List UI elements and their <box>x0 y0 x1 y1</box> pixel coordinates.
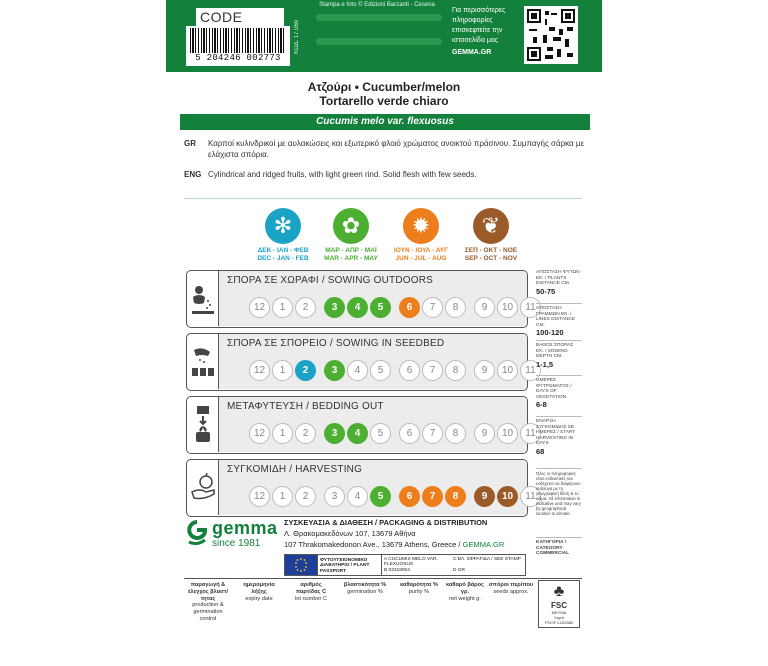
month-bubble: 9 <box>474 360 495 381</box>
side-divider <box>536 468 582 469</box>
month-bubble: 10 <box>497 423 518 444</box>
seedbed-icon <box>187 334 219 389</box>
row-harvesting <box>186 459 536 517</box>
title-line-2: Tortarello verde chiaro <box>319 94 449 108</box>
season-winter: ✻ ΔΕΚ - ΙΑΝ - ΦΕΒ DEC - JAN - FEB <box>248 208 318 263</box>
month-bubble: 4 <box>347 486 368 507</box>
month-bubbles <box>249 486 541 507</box>
month-bubble: 5 <box>370 486 391 507</box>
plant-distance-info: ΑΠΟΣΤΑΣΗ ΦΥΤΩΝ ΕΚ. / PLANTS DISTANCE CM. 50-75 <box>536 270 580 296</box>
packaging-title: ΣΥΣΚΕΥΑΣΙΑ & ΔΙΑΘΕΣΗ / PACKAGING & DISTRIBUTION <box>284 518 488 527</box>
net-weight: καθαρό βάρος γρ. net weight g. <box>446 582 484 602</box>
month-bubble: 9 <box>474 297 495 318</box>
month-group-gap <box>393 423 397 444</box>
row-bedding-out <box>186 396 536 454</box>
fsc-badge: ♣ FSC MEYMA Χαρτί FSC® C103382 <box>538 580 580 628</box>
harvest-start-info: ΕΝΑΡΞΗ ΣΥΓΚΟΜΙΔΗΣ ΣΕ ΗΜΕΡΕΣ / START HARVESTING IN DAYS 68 <box>536 419 576 456</box>
month-bubble: 8 <box>445 360 466 381</box>
row-label: ΣΠΟΡΑ ΣΕ ΧΩΡΑΦΙ / SOWING OUTDOORS <box>227 275 434 286</box>
bottom-divider <box>184 578 582 579</box>
season-spring: ✿ ΜΑΡ - ΑΠΡ - ΜΑΪ MAR - APR - MAY <box>316 208 386 263</box>
purity: καθαρότητα % purity % <box>400 582 438 595</box>
row-sowing-seedbed <box>186 333 536 391</box>
plant-passport: ΦΥΤΟΥΓΕΙΟΝΟΜΙΚΟ ΔΙΑΒΑΤΗΡΙΟ / PLANT PASSPORT A CUCUMIS MELO VAR. FLEXUOSUS B 02318004 C ΒΛ. ΣΦΡΑΓΙΔΑ / SEE STAMP D GR <box>284 554 526 576</box>
germination: βλαστικότητα % germination % <box>343 582 387 595</box>
month-bubble: 2 <box>295 360 316 381</box>
month-bubble: 10 <box>497 486 518 507</box>
month-group-gap <box>393 486 397 507</box>
month-bubble: 6 <box>399 486 420 507</box>
qr-caption: Για περισσότερες πληροφορίες επισκεφτείτε την ιστοσελίδα μας GEMMA.GR <box>452 6 516 58</box>
month-bubble: 12 <box>249 297 270 318</box>
row-body <box>219 271 536 326</box>
company-site: GEMMA.GR <box>462 540 505 549</box>
barcode-digits: 5 204246 002773 <box>195 53 281 63</box>
since-text: since 1981 <box>212 538 261 549</box>
month-bubble: 7 <box>422 423 443 444</box>
eu-flag-icon <box>285 555 317 575</box>
month-group-gap <box>393 360 397 381</box>
expiry-date: ημερομηνία λήξης expiry date <box>243 582 275 602</box>
side-divider <box>536 416 582 417</box>
side-divider <box>536 303 582 304</box>
header-pill-bottom <box>316 38 442 45</box>
month-bubble: 3 <box>324 423 345 444</box>
lot-number: αριθμός παρτίδας C lot number C <box>294 582 328 602</box>
sowing-outdoors-icon <box>187 271 219 326</box>
season-autumn: ❦ ΣΕΠ - ΟΚΤ - ΝΟΕ SEP - OCT - NOV <box>456 208 526 263</box>
month-bubble: 11 <box>520 486 541 507</box>
month-bubble: 2 <box>295 423 316 444</box>
month-bubble: 6 <box>399 423 420 444</box>
brand-name: gemma <box>212 518 278 538</box>
month-bubble: 5 <box>370 423 391 444</box>
description-en: ENG Cylindrical and ridged fruits, with light green rind. Solid flesh with few seeds. <box>184 170 477 179</box>
month-bubble: 10 <box>497 360 518 381</box>
barcode-bars <box>190 28 286 53</box>
month-group-gap <box>318 297 322 318</box>
month-bubble: 11 <box>520 423 541 444</box>
month-bubbles <box>249 360 541 381</box>
month-group-gap <box>318 360 322 381</box>
month-group-gap <box>318 423 322 444</box>
month-bubble: 2 <box>295 297 316 318</box>
category-info: ΚΑΤΗΓΟΡΙΑ / CATEGORY COMMERCIAL <box>536 540 570 557</box>
month-bubbles <box>249 297 541 318</box>
month-bubble: 6 <box>399 360 420 381</box>
vegetation-info: ΗΜΕΡΕΣ ΦΥΤΡΩΜΑΤΟΣ / DAYS OF VEGETATION 6-8 <box>536 378 572 410</box>
header-pill-top <box>316 14 442 21</box>
month-group-gap <box>468 423 472 444</box>
address-gr: Λ. Θρακομακεδόνων 107, 13679 Αθήνα <box>284 529 416 538</box>
month-bubble: 5 <box>370 297 391 318</box>
month-bubble: 8 <box>445 423 466 444</box>
month-bubble: 8 <box>445 486 466 507</box>
month-group-gap <box>468 486 472 507</box>
latin-name-banner: Cucumis melo var. flexuosus <box>180 114 590 130</box>
disclaimer: Όλες οι πληροφορίες είναι ενδεικτικές και ενδέχεται να διαφέρουν ανάλογα με τη γεωγραφική θέση & το κλίμα. All information is indicative and may vary by geographical location & climate. <box>536 471 581 516</box>
qr-site: GEMMA.GR <box>452 49 492 56</box>
row-sowing-outdoors <box>186 270 536 328</box>
month-bubble: 4 <box>347 297 368 318</box>
seeds-approx: σπόροι περίπου seeds approx. <box>488 582 534 595</box>
title-line-1: Ατζούρι • Cucumber/melon <box>307 80 461 94</box>
address-en: 107 Thrakomakedonon Ave., 13679 Athens, Greece / GEMMA.GR <box>284 540 505 549</box>
gemma-logo-icon <box>186 520 208 546</box>
month-bubble: 6 <box>399 297 420 318</box>
product-title <box>166 80 602 108</box>
snowflake-icon: ✻ <box>265 208 301 244</box>
month-bubble: 3 <box>324 297 345 318</box>
koa-code: ΚΩΔ. 17.069 <box>294 19 300 55</box>
side-divider <box>536 537 582 538</box>
harvesting-icon <box>187 460 219 515</box>
barcode <box>186 26 290 66</box>
row-body <box>219 460 536 515</box>
month-group-gap <box>318 486 322 507</box>
month-bubble: 1 <box>272 297 293 318</box>
month-bubble: 12 <box>249 486 270 507</box>
fsc-tree-icon: ♣ <box>553 583 565 600</box>
month-bubble: 3 <box>324 486 345 507</box>
month-bubble: 7 <box>422 360 443 381</box>
lines-distance-info: ΑΠΟΣΤΑΣΗ ΓΡΑΜΜΩΝ ΕΚ. / LINES DISTANCE CM. 100-120 <box>536 306 576 338</box>
month-bubble: 9 <box>474 486 495 507</box>
description-gr: GR Καρποί κυλινδρικοί με αυλακώσεις και εξωτερικό φλοιό χρώματος ανοικτού πράσινου. Συμπαγής σάρκα με ελάχιστα σπόρια. <box>184 139 585 159</box>
month-bubble: 1 <box>272 360 293 381</box>
month-bubble: 1 <box>272 423 293 444</box>
month-bubble: 7 <box>422 486 443 507</box>
month-bubble: 7 <box>422 297 443 318</box>
qr-code-icon <box>527 9 575 61</box>
month-bubble: 9 <box>474 423 495 444</box>
month-group-gap <box>468 297 472 318</box>
bedding-out-icon <box>187 397 219 452</box>
season-summer: ✹ ΙΟΥΝ - ΙΟΥΛ - ΑΥΓ JUN - JUL - AUG <box>386 208 456 263</box>
leaf-icon: ❦ <box>473 208 509 244</box>
flower-icon: ✿ <box>333 208 369 244</box>
month-bubble: 4 <box>347 423 368 444</box>
month-group-gap <box>393 297 397 318</box>
month-bubble: 10 <box>497 297 518 318</box>
month-bubble: 4 <box>347 360 368 381</box>
month-bubble: 12 <box>249 423 270 444</box>
sun-icon: ✹ <box>403 208 439 244</box>
row-label: ΣΠΟΡΑ ΣΕ ΣΠΟΡΕΙΟ / SOWING IN SEEDBED <box>227 338 445 349</box>
product-code: CODE <box>196 8 284 26</box>
month-bubble: 5 <box>370 360 391 381</box>
side-divider <box>536 375 582 376</box>
side-divider <box>536 340 582 341</box>
month-bubble: 11 <box>520 297 541 318</box>
section-divider <box>184 198 582 199</box>
month-bubble: 1 <box>272 486 293 507</box>
row-label: ΣΥΓΚΟΜΙΔΗ / HARVESTING <box>227 464 363 475</box>
row-body <box>219 334 536 389</box>
month-bubble: 11 <box>520 360 541 381</box>
production-control: παραγωγή & έλεγχος βλαστ/τητας production & germination control <box>187 582 229 622</box>
month-bubble: 12 <box>249 360 270 381</box>
row-label: ΜΕΤΑΦΥΤΕΥΣΗ / BEDDING OUT <box>227 401 384 412</box>
month-bubbles <box>249 423 541 444</box>
month-bubble: 2 <box>295 486 316 507</box>
month-bubble: 3 <box>324 360 345 381</box>
stampa-credit: Stampa e foto © Edizioni Barzanti - Cesena <box>319 2 435 8</box>
qr-code[interactable] <box>524 6 578 64</box>
month-group-gap <box>468 360 472 381</box>
month-bubble: 8 <box>445 297 466 318</box>
row-body <box>219 397 536 452</box>
sowing-depth-info: ΒΑΘΟΣ ΣΠΟΡΑΣ ΕΚ. / SOWING DEPTH CM. 1-1,5 <box>536 343 574 369</box>
